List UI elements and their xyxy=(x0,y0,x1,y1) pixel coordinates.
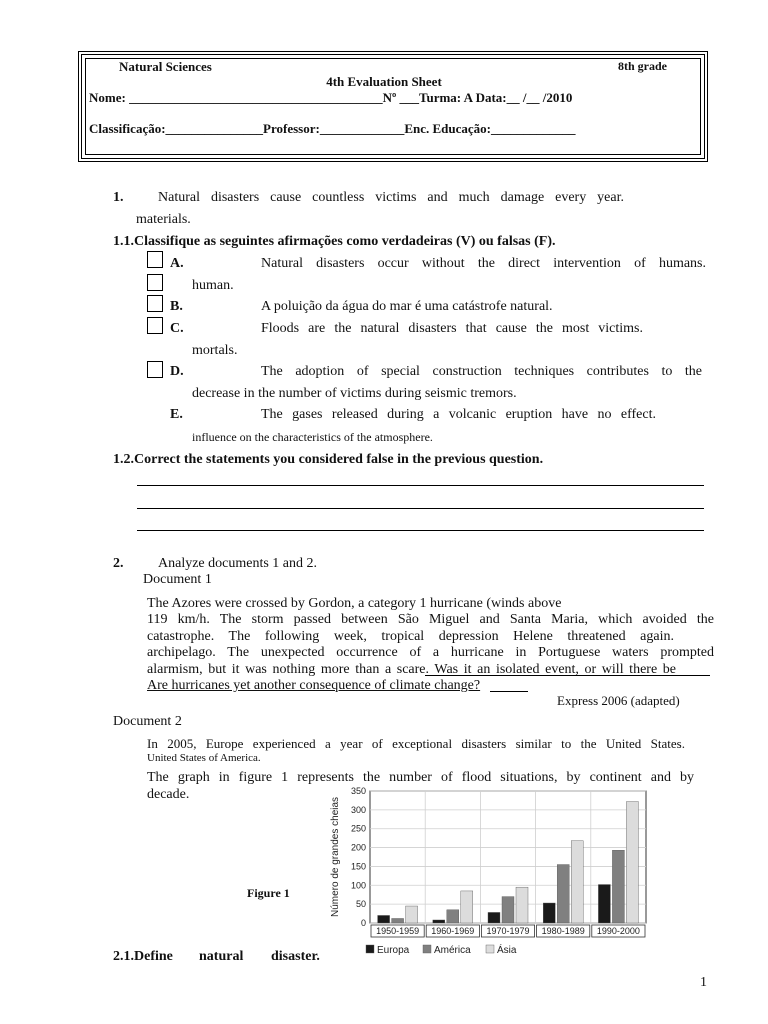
item-b-letter: B. xyxy=(170,299,183,314)
y-tick-label: 150 xyxy=(350,861,366,872)
bar xyxy=(598,885,610,923)
x-tick-label: 1970-1979 xyxy=(486,926,530,936)
bar xyxy=(543,903,555,923)
y-tick-label: 300 xyxy=(350,804,366,815)
legend-label: Europa xyxy=(377,945,410,956)
x-tick-label: 1960-1969 xyxy=(431,926,475,936)
question-2-1-title-word: disaster. xyxy=(271,949,320,964)
document-1-title: Document 1 xyxy=(143,572,212,587)
item-e-text-cont: influence on the characteristics of the atmosphere. xyxy=(192,430,433,444)
classification-field-line[interactable]: Classificação:_______________Professor:_____________Enc. Educação:_____________ xyxy=(89,121,576,136)
legend-label: América xyxy=(434,945,471,956)
document-1-line: archipelago. The unexpected occurrence of a hurricane in Portuguese waters prompted xyxy=(147,645,714,660)
x-tick-label: 1980-1989 xyxy=(541,926,585,936)
flood-chart xyxy=(326,783,652,963)
item-a-text: Natural disasters occur without the direct intervention of humans. xyxy=(261,256,706,271)
document-2-title: Document 2 xyxy=(113,714,182,729)
item-a-letter: A. xyxy=(170,256,184,271)
item-a-text-cont: human. xyxy=(192,278,234,293)
item-d-checkbox[interactable] xyxy=(147,361,163,378)
question-1-1-title: 1.1.Classifique as seguintes afirmações como verdadeiras (V) ou falsas (F). xyxy=(113,234,556,249)
y-tick-label: 350 xyxy=(350,786,366,796)
legend-swatch xyxy=(366,945,374,953)
bar xyxy=(626,802,638,923)
bar xyxy=(433,920,445,923)
document-1-line: Are hurricanes yet another consequence of climate change? xyxy=(147,678,481,693)
answer-line[interactable] xyxy=(137,485,704,486)
bar xyxy=(571,841,583,923)
page-number: 1 xyxy=(700,975,707,990)
item-c-checkbox[interactable] xyxy=(147,317,163,334)
item-c-text-cont: mortals. xyxy=(192,343,238,358)
item-a-cont-checkbox[interactable] xyxy=(147,274,163,291)
item-b-checkbox[interactable] xyxy=(147,295,163,312)
document-2-paragraph-2: The graph in figure 1 represents the number of flood situations, by continent and by xyxy=(147,770,694,785)
sheet-title: 4th Evaluation Sheet xyxy=(326,74,442,89)
item-d-letter: D. xyxy=(170,364,184,379)
bar xyxy=(392,918,404,923)
item-c-text: Floods are the natural disasters that cause the most victims. xyxy=(261,321,643,336)
subject-label: Natural Sciences xyxy=(119,59,212,74)
bar xyxy=(516,887,528,923)
document-1-line: alarmism, but it was nothing more than a scare. Was it an isolated event, or will there be xyxy=(147,662,676,677)
document-1-underline xyxy=(490,691,528,692)
bar xyxy=(461,891,473,923)
bar xyxy=(488,912,500,923)
name-field-line[interactable]: Nome: _______________________________________Nº ___Turma: A Data:__ /__ /2010 xyxy=(89,90,573,105)
bar xyxy=(557,865,569,923)
item-e-letter: E. xyxy=(170,407,183,422)
document-1-line: catastrophe. The following week, tropical depression Helene threatened again. xyxy=(147,629,674,644)
bar xyxy=(406,906,418,923)
grade-label: 8th grade xyxy=(618,59,667,73)
x-tick-label: 1990-2000 xyxy=(596,926,640,936)
document-2-paragraph-1: In 2005, Europe experienced a year of exceptional disasters similar to the United States. xyxy=(147,736,685,751)
question-2-text: Analyze documents 1 and 2. xyxy=(158,556,318,571)
bar xyxy=(502,897,514,923)
item-c-letter: C. xyxy=(170,321,184,336)
figure-1-label: Figure 1 xyxy=(247,886,290,900)
question-1-text: Natural disasters cause countless victims and much damage every year. xyxy=(158,190,624,205)
answer-line[interactable] xyxy=(137,530,704,531)
legend-swatch xyxy=(486,945,494,953)
document-2-paragraph-2-cont: decade. xyxy=(147,787,190,802)
y-tick-label: 0 xyxy=(360,918,366,928)
document-1-line: 119 km/h. The storm passed between São Miguel and Santa Maria, which avoided the xyxy=(147,612,714,627)
question-1-2-title: 1.2.Correct the statements you considered false in the previous question. xyxy=(113,452,544,467)
bar xyxy=(447,910,459,923)
y-tick-label: 250 xyxy=(350,823,366,834)
document-2-paragraph-1-cont: United States of America. xyxy=(147,752,261,764)
legend-swatch xyxy=(423,945,431,953)
document-1-underline xyxy=(425,675,710,676)
y-tick-label: 50 xyxy=(355,899,366,910)
y-axis-label: Número de grandes cheias xyxy=(330,796,341,918)
question-1-text-cont: materials. xyxy=(136,212,191,227)
item-b-text: A poluição da água do mar é uma catástrofe natural. xyxy=(261,299,553,314)
bar xyxy=(378,915,390,923)
document-1-line: The Azores were crossed by Gordon, a category 1 hurricane (winds above xyxy=(147,596,562,611)
y-tick-label: 200 xyxy=(350,842,366,853)
bar xyxy=(612,850,624,923)
item-e-text: The gases released during a volcanic eruption have no effect. xyxy=(261,407,656,422)
item-d-text-cont: decrease in the number of victims during seismic tremors. xyxy=(192,386,517,401)
question-2-1-title: 2.1.Define xyxy=(113,949,173,964)
question-1-number: 1. xyxy=(113,190,124,205)
item-d-text: The adoption of special construction techniques contributes to the xyxy=(261,364,702,379)
answer-line[interactable] xyxy=(137,508,704,509)
question-2-number: 2. xyxy=(113,556,124,571)
document-1-source: Express 2006 (adapted) xyxy=(557,693,680,708)
legend-label: Ásia xyxy=(497,945,517,956)
y-tick-label: 100 xyxy=(350,880,366,891)
item-a-checkbox[interactable] xyxy=(147,251,163,268)
x-tick-label: 1950-1959 xyxy=(376,926,420,936)
question-2-1-title-word: natural xyxy=(199,949,244,964)
